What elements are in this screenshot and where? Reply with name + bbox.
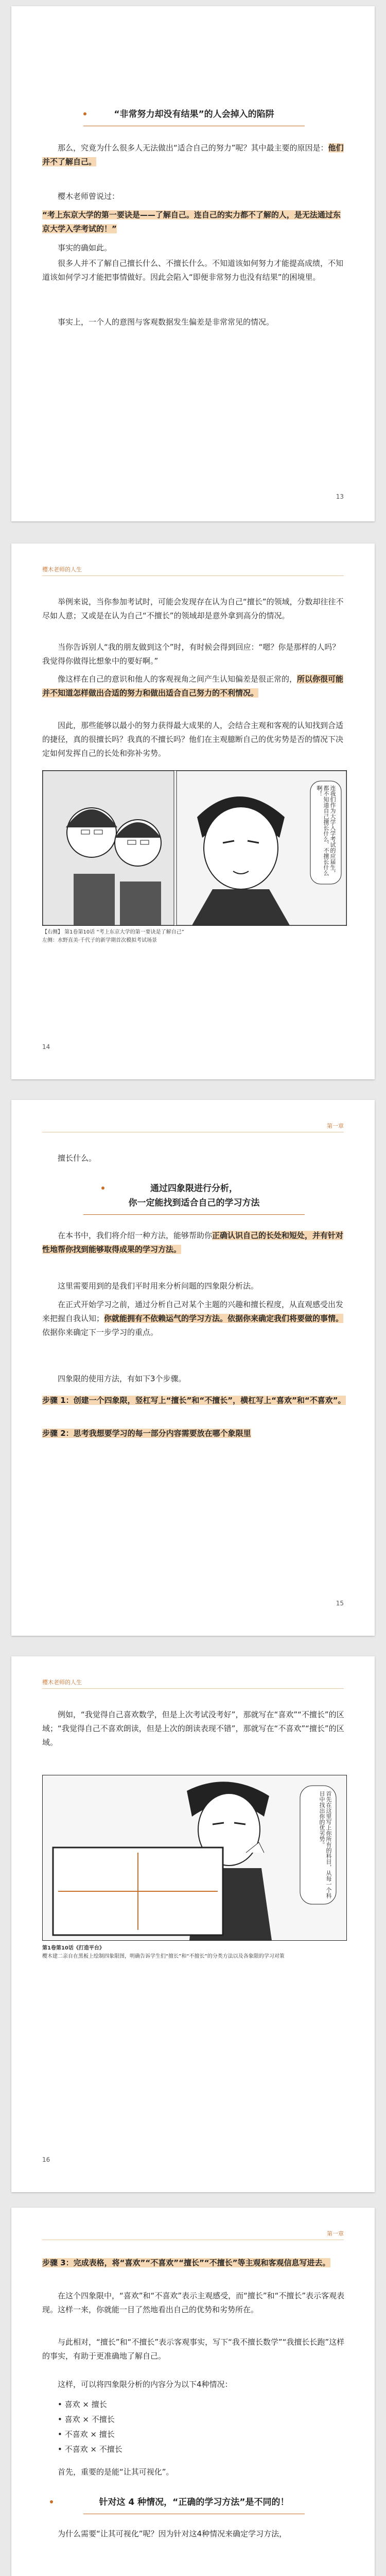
image-caption: 左侧：水野直美·千代子的新学期首次模拟考试场景 (42, 938, 157, 943)
highlight: 正确认识自己的长处和短处，并有针对性地帮你找到能够取得成果的学习方法。 (42, 1231, 344, 1254)
paragraph: 那么，究竟为什么很多人无法做出“适合自己的努力”呢？其中最主要的原因是：他们并不了解自己。 (42, 143, 344, 166)
paragraph: 这样，可以将四象限分析的内容分为以下4种情况： (58, 2380, 233, 2389)
paragraph: 例如，“我觉得自己喜欢数学，但是上次考试没考好”，那就写在“喜欢”“不擅长”的区域；“我觉得自己不喜欢朗读，但是上次的朗读表现不错”，那就写在“不喜欢”“擅长”的区域。 (42, 1710, 344, 1747)
list-item: • 不喜欢 × 不擅长 (58, 2445, 122, 2454)
running-header: 第一章 (327, 2230, 344, 2237)
section-heading: 通过四象限进行分析， (150, 1183, 238, 1194)
paragraph: 为什么需要“让其可视化”呢？因为针对这4种情况来确定学习方法， (58, 2529, 287, 2538)
highlight: 所以你很可能并不知道怎样做出合适的努力和做出适合自己努力的不利情况。 (42, 674, 344, 698)
paragraph: 当你告诉别人“我的朋友做到这个”时，有时候会得到回应：“嗯？你是那样的人吗？我觉得你做得比想象中的要好啊。” (42, 642, 340, 666)
running-header: 樱木老师的人生 (42, 1679, 82, 1686)
book-page-14 (11, 544, 375, 1079)
paragraph: 像这样在自己的意识和他人的客观视角之间产生认知偏差是很正常的，所以你很可能并不知道怎样做出合适的努力和做出适合自己努力的不利情况。 (42, 674, 344, 698)
header-rule (42, 575, 344, 576)
image-caption: 【右侧】 第1卷第10话 “考上东京大学的第一要诀是了解自己” (42, 929, 184, 935)
heading-underline (83, 1214, 305, 1215)
manga-illustration (43, 771, 346, 925)
step-item: 步骤 3：完成表格，将“喜欢”“不喜欢”“擅长”“不擅长”等主观和客观信息写进去。 (42, 2258, 330, 2267)
paragraph: 这里需要用到的是我们平时用来分析问题的四象限分析法。 (58, 1281, 259, 1291)
page-number: 14 (42, 1043, 50, 1050)
book-page-13 (11, 6, 375, 521)
paragraph: 很多人并不了解自己擅长什么、不擅长什么。不知道该如何努力才能提高成绩，不知道该如何学习才能把事情做好。因此会陷入“即便非常努力也没有结果”的困境里。 (42, 259, 344, 282)
highlighted-quote: “考上东京大学的第一要诀是——了解自己。连自己的实力都不了解的人，是无法通过东京大学入学考试的！” (42, 210, 341, 233)
step-item: 步骤 2：思考我想要学习的每一部分内容需要放在哪个象限里 (42, 1429, 251, 1438)
manga-panel (42, 1775, 347, 1941)
list-item: • 不喜欢 × 擅长 (58, 2430, 115, 2439)
paragraph: 在正式开始学习之前，通过分析自己对某个主题的兴趣和擅长程度，从直观感受出发来把握自我认知；你就能拥有不依赖运气的学习方法。依据你来确定我们将要做的事情。依据你来确定下一步学习的重点。 (42, 1300, 344, 1337)
paragraph: 举例来说，当你参加考试时，可能会发现存在认为自己“擅长”的领域，分数却往往不尽如人意；又或是在认为自己“不擅长”的领域却是意外拿到高分的情况。 (42, 597, 344, 620)
running-header: 第一章 (327, 1123, 344, 1129)
manga-panel (42, 770, 347, 926)
section-heading: “非常努力却没有结果”的人会掉入的陷阱 (114, 109, 274, 120)
book-page-15 (11, 1100, 375, 1636)
paragraph: 樱木老师曾说过： (58, 192, 120, 201)
paragraph: 事实的确如此。 (58, 243, 112, 252)
manga-illustration (43, 1775, 346, 1940)
paragraph: 擅长什么。 (58, 1154, 97, 1163)
section-heading: 针对这 4 种情况，“正确的学习方法”是不同的！ (99, 2497, 289, 2507)
running-header: 樱木老师的人生 (42, 566, 82, 573)
list-item: • 喜欢 × 不擅长 (58, 2415, 115, 2424)
paragraph: 在这个四象限中，“喜欢”和“不喜欢”表示主观感受，而“擅长”和“不擅长”表示客观表现。这样一来，你就能一目了然地看出自己的优势和劣势所在。 (42, 2291, 345, 2314)
paragraph: 在本书中，我们将介绍一种方法，能够帮助你正确认识自己的长处和短处，并有针对性地帮你找到能够取得成果的学习方法。 (42, 1231, 344, 1254)
paragraph: 四象限的使用方法，有如下3个步骤。 (58, 1374, 186, 1383)
image-caption: 樱木建二亲自在黑板上绘制四象限图，明确告诉学生们“擅长”和“不擅长”的分类方法以及各象限的学习对策 (42, 1954, 285, 1959)
highlight: 他们并不了解自己。 (42, 143, 344, 166)
quadrant-list (58, 2397, 122, 2457)
paragraph: 与此相对，“擅长”和“不擅长”表示客观事实，写下“我不擅长数学”“我擅长长跑”这样的事实，有助于更准确地了解自己。 (42, 2337, 345, 2361)
page-number: 16 (42, 2156, 50, 2163)
page-number: 13 (336, 493, 344, 500)
page-number: 15 (336, 1600, 344, 1607)
list-item: • 喜欢 × 擅长 (58, 2400, 107, 2409)
highlight: 你就能拥有不依赖运气的学习方法。依据你来确定我们将要做的事情。 (104, 1314, 344, 1323)
speech-bubble: 连我们作为大学入学考试的应届生，都不知道自己擅长什么、不擅长什么啊！ (316, 785, 336, 876)
header-rule (42, 1688, 344, 1689)
speech-bubble: 首先在这里写上你所有的科目，从每一个科目中找出你的优劣势。 (319, 1791, 332, 1899)
image-caption: 第1卷第10话《打造平台》 (42, 1945, 104, 1951)
paragraph: 因此，那些能够以最小的努力获得最大成果的人，会结合主观和客观的认知找到合适的捷径，真的很擅长吗？我真的不擅长吗？他们在主观臆断自己的优劣势是否的情况下决定如何发挥自己的长处和弥补劣势。 (42, 721, 344, 758)
section-heading: 你一定能找到适合自己的学习方法 (128, 1198, 260, 1208)
book-page-16 (11, 1656, 375, 2192)
paragraph: 事实上，一个人的意图与客观数据发生偏差是非常常见的情况。 (58, 317, 274, 327)
book-page-17 (11, 2208, 375, 2576)
paragraph: 首先，重要的是能“让其可视化”。 (58, 2467, 174, 2477)
step-item: 步骤 1：创建一个四象限，竖杠写上“擅长”和“不擅长”，横杠写上“喜欢”和“不喜欢”。 (42, 1396, 346, 1405)
